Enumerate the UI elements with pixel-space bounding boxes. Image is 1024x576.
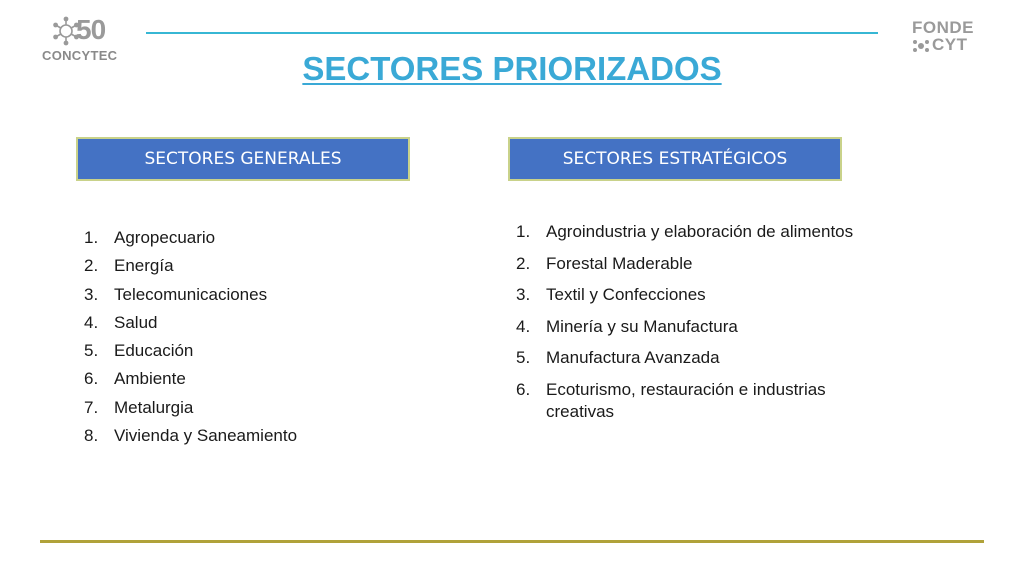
item-text: Ambiente: [114, 369, 186, 389]
item-text: Metalurgia: [114, 397, 194, 417]
list-item: [516, 316, 876, 338]
item-text: Salud: [114, 312, 158, 332]
item-text: Agropecuario: [114, 228, 216, 247]
list-item: [84, 284, 384, 306]
list-item: [84, 368, 384, 390]
item-number: 4.: [516, 316, 531, 336]
item-number: 8.: [84, 426, 99, 446]
general-sectors-header: SECTORES GENERALES: [76, 137, 410, 181]
list-item: [84, 255, 384, 277]
item-text: Forestal Maderable: [546, 253, 693, 273]
list-item: [84, 227, 384, 249]
item-number: 4.: [84, 312, 99, 332]
strategic-sectors-header: SECTORES ESTRATÉGICOS: [508, 137, 842, 181]
list-item: [84, 312, 384, 334]
item-text: Energía: [114, 256, 174, 276]
item-number: 3.: [516, 285, 531, 304]
concytec-wordmark: CONCYTEC: [42, 48, 118, 63]
fondecyt-wordmark-line1: FONDE: [912, 18, 974, 37]
item-number: 5.: [84, 341, 99, 361]
fondecyt-wordmark-line2: CYT: [932, 35, 968, 54]
list-item: [516, 347, 876, 369]
item-number: 2.: [516, 253, 531, 273]
item-number: 5.: [516, 348, 531, 367]
item-number: 2.: [84, 256, 99, 276]
top-divider: [146, 32, 878, 34]
item-text: Educación: [114, 341, 194, 361]
item-text: Agroindustria y elaboración de alimentos: [546, 222, 854, 241]
list-item: [516, 253, 876, 275]
list-item: [84, 425, 384, 447]
item-text: Manufactura Avanzada: [546, 348, 720, 367]
item-text: Telecomunicaciones: [114, 284, 268, 304]
item-number: 3.: [84, 284, 99, 304]
item-text: Ecoturismo, restauración e industrias creativas: [546, 379, 826, 421]
list-item: [84, 340, 384, 362]
anniversary-number: 50: [76, 14, 106, 45]
list-item: [84, 397, 384, 419]
item-number: 6.: [84, 369, 99, 389]
page-title: SECTORES PRIORIZADOS: [302, 50, 722, 87]
item-text: Textil y Confecciones: [546, 285, 706, 304]
bottom-divider: [40, 540, 984, 543]
list-item: [516, 221, 876, 243]
list-item: [516, 284, 876, 306]
list-item: [516, 379, 876, 423]
item-text: Minería y su Manufactura: [546, 316, 738, 336]
item-number: 6.: [516, 379, 531, 399]
item-number: 1.: [84, 228, 99, 247]
general-sectors-list: [84, 227, 384, 453]
item-number: 7.: [84, 397, 99, 417]
item-number: 1.: [516, 222, 531, 241]
strategic-sectors-list: [516, 221, 876, 432]
item-text: Vivienda y Saneamiento: [114, 426, 298, 446]
